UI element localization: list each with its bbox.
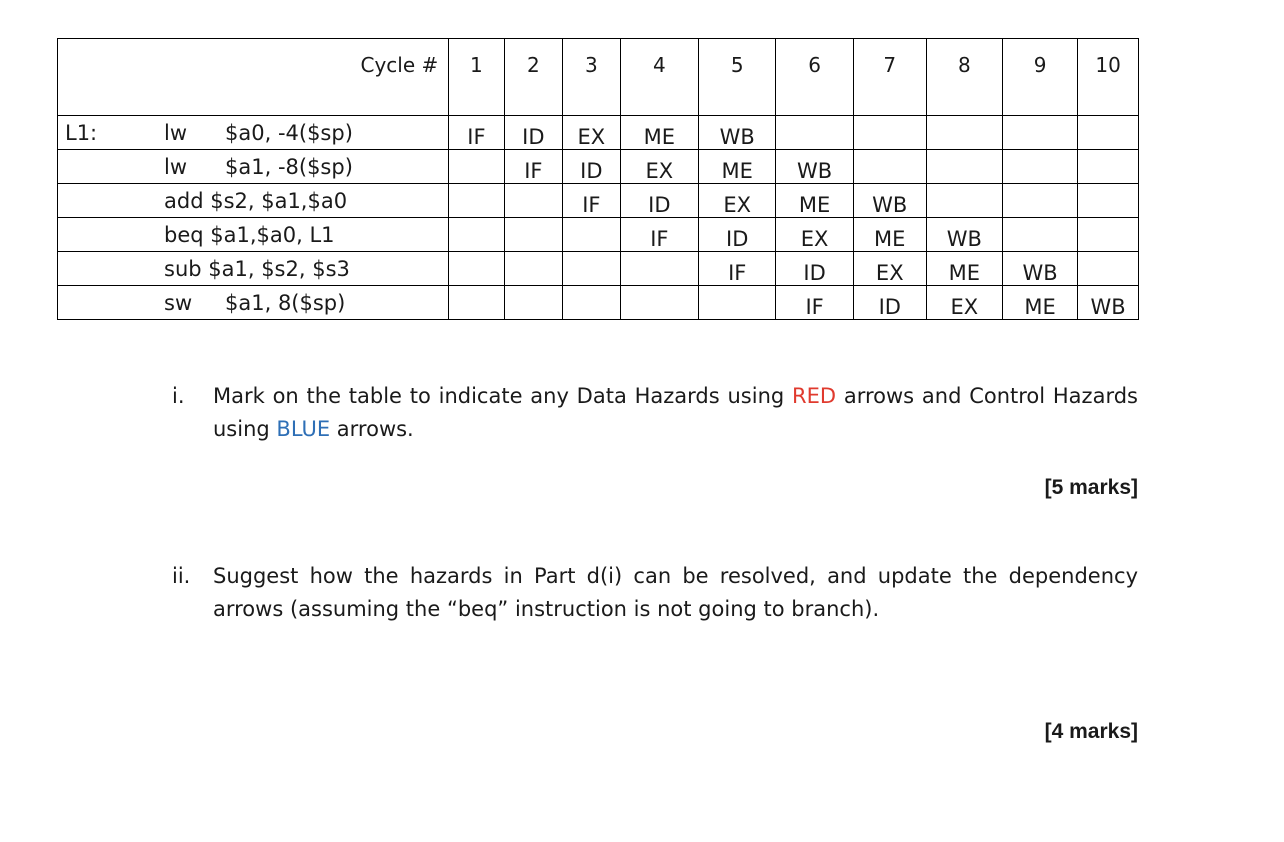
- empty-cell: [1002, 116, 1077, 150]
- empty-cell: [1078, 252, 1139, 286]
- empty-cell: [853, 150, 926, 184]
- blue-keyword: BLUE: [276, 416, 331, 441]
- empty-cell: [563, 286, 620, 320]
- question-i: [172, 380, 1138, 445]
- stage-cell: IF: [620, 218, 698, 252]
- question-i-marks: [5 marks]: [1044, 476, 1138, 499]
- question-i-part2: arrows and Control Hazards using: [213, 384, 1138, 441]
- instruction-row: [58, 184, 1139, 218]
- instruction-cell: [58, 218, 449, 252]
- stage-cell: EX: [563, 116, 620, 150]
- question-i-part3: arrows.: [330, 416, 414, 441]
- cycle-number: 5: [699, 39, 776, 116]
- stage-cell: EX: [699, 184, 776, 218]
- stage-cell: ID: [620, 184, 698, 218]
- instruction-row: [58, 218, 1139, 252]
- cycle-number: 7: [853, 39, 926, 116]
- cycle-number: 2: [504, 39, 563, 116]
- stage-cell: WB: [776, 150, 853, 184]
- empty-cell: [449, 252, 504, 286]
- pipeline-table: [57, 38, 1139, 320]
- stage-cell: WB: [926, 218, 1002, 252]
- stage-cell: ME: [853, 218, 926, 252]
- stage-cell: WB: [1078, 286, 1139, 320]
- empty-cell: [1078, 218, 1139, 252]
- empty-cell: [699, 286, 776, 320]
- cycle-number: 9: [1002, 39, 1077, 116]
- empty-cell: [853, 116, 926, 150]
- instruction-opcode: lw: [164, 155, 188, 179]
- cycle-number: 4: [620, 39, 698, 116]
- empty-cell: [449, 218, 504, 252]
- stage-cell: IF: [776, 286, 853, 320]
- stage-cell: IF: [699, 252, 776, 286]
- instruction-label: L1:: [65, 121, 98, 145]
- cycle-header: Cycle #: [58, 39, 449, 116]
- stage-cell: ME: [926, 252, 1002, 286]
- instruction-row: [58, 116, 1139, 150]
- stage-cell: ME: [699, 150, 776, 184]
- instruction-text: beq $a1,$a0, L1: [164, 223, 335, 247]
- empty-cell: [620, 252, 698, 286]
- cycle-number: 3: [563, 39, 620, 116]
- empty-cell: [563, 218, 620, 252]
- red-keyword: RED: [792, 384, 837, 408]
- question-i-text: [213, 380, 1138, 445]
- stage-cell: ME: [1002, 286, 1077, 320]
- empty-cell: [1002, 150, 1077, 184]
- stage-cell: IF: [563, 184, 620, 218]
- instruction-text: add $s2, $a1,$a0: [164, 189, 348, 213]
- instruction-row: [58, 150, 1139, 184]
- stage-cell: ID: [504, 116, 563, 150]
- stage-cell: ID: [563, 150, 620, 184]
- stage-cell: WB: [699, 116, 776, 150]
- stage-cell: EX: [620, 150, 698, 184]
- empty-cell: [563, 252, 620, 286]
- cycle-number: 1: [449, 39, 504, 116]
- empty-cell: [926, 116, 1002, 150]
- stage-cell: ID: [699, 218, 776, 252]
- empty-cell: [1078, 116, 1139, 150]
- instruction-operands: $a0, -4($sp): [225, 121, 353, 145]
- instruction-cell: [58, 116, 449, 150]
- empty-cell: [1002, 184, 1077, 218]
- instruction-text: sub $a1, $s2, $s3: [164, 257, 350, 281]
- instruction-row: [58, 252, 1139, 286]
- question-i-number: i.: [172, 384, 185, 408]
- question-i-part1: Mark on the table to indicate any Data Hazards using: [213, 384, 793, 408]
- stage-cell: EX: [926, 286, 1002, 320]
- question-ii-text: Suggest how the hazards in Part d(i) can be resolved, and update the dependency arrows (assuming the “beq” instruction is not going to branch).: [213, 564, 1138, 621]
- instruction-cell: [58, 150, 449, 184]
- instruction-operands: $a1, 8($sp): [225, 291, 346, 315]
- table-header-row: [58, 39, 1139, 116]
- empty-cell: [504, 252, 563, 286]
- question-ii-number: ii.: [172, 564, 191, 588]
- empty-cell: [504, 218, 563, 252]
- instruction-opcode: lw: [164, 121, 188, 145]
- stage-cell: EX: [776, 218, 853, 252]
- stage-cell: ME: [776, 184, 853, 218]
- empty-cell: [449, 150, 504, 184]
- empty-cell: [504, 286, 563, 320]
- instruction-cell: [58, 184, 449, 218]
- empty-cell: [926, 150, 1002, 184]
- empty-cell: [449, 184, 504, 218]
- question-ii: [172, 560, 1138, 625]
- stage-cell: WB: [853, 184, 926, 218]
- instruction-cell: [58, 286, 449, 320]
- stage-cell: ID: [776, 252, 853, 286]
- empty-cell: [449, 286, 504, 320]
- stage-cell: ME: [620, 116, 698, 150]
- empty-cell: [1078, 150, 1139, 184]
- pipeline-table-body: [58, 39, 1139, 320]
- empty-cell: [1078, 184, 1139, 218]
- instruction-cell: [58, 252, 449, 286]
- stage-cell: WB: [1002, 252, 1077, 286]
- stage-cell: IF: [449, 116, 504, 150]
- empty-cell: [620, 286, 698, 320]
- stage-cell: IF: [504, 150, 563, 184]
- cycle-number: 6: [776, 39, 853, 116]
- empty-cell: [504, 184, 563, 218]
- cycle-number: 10: [1078, 39, 1139, 116]
- instruction-operands: $a1, -8($sp): [225, 155, 353, 179]
- stage-cell: ID: [853, 286, 926, 320]
- instruction-opcode: sw: [164, 291, 193, 315]
- empty-cell: [776, 116, 853, 150]
- instruction-row: [58, 286, 1139, 320]
- stage-cell: EX: [853, 252, 926, 286]
- cycle-number: 8: [926, 39, 1002, 116]
- empty-cell: [1002, 218, 1077, 252]
- question-ii-marks: [4 marks]: [1044, 720, 1138, 743]
- empty-cell: [926, 184, 1002, 218]
